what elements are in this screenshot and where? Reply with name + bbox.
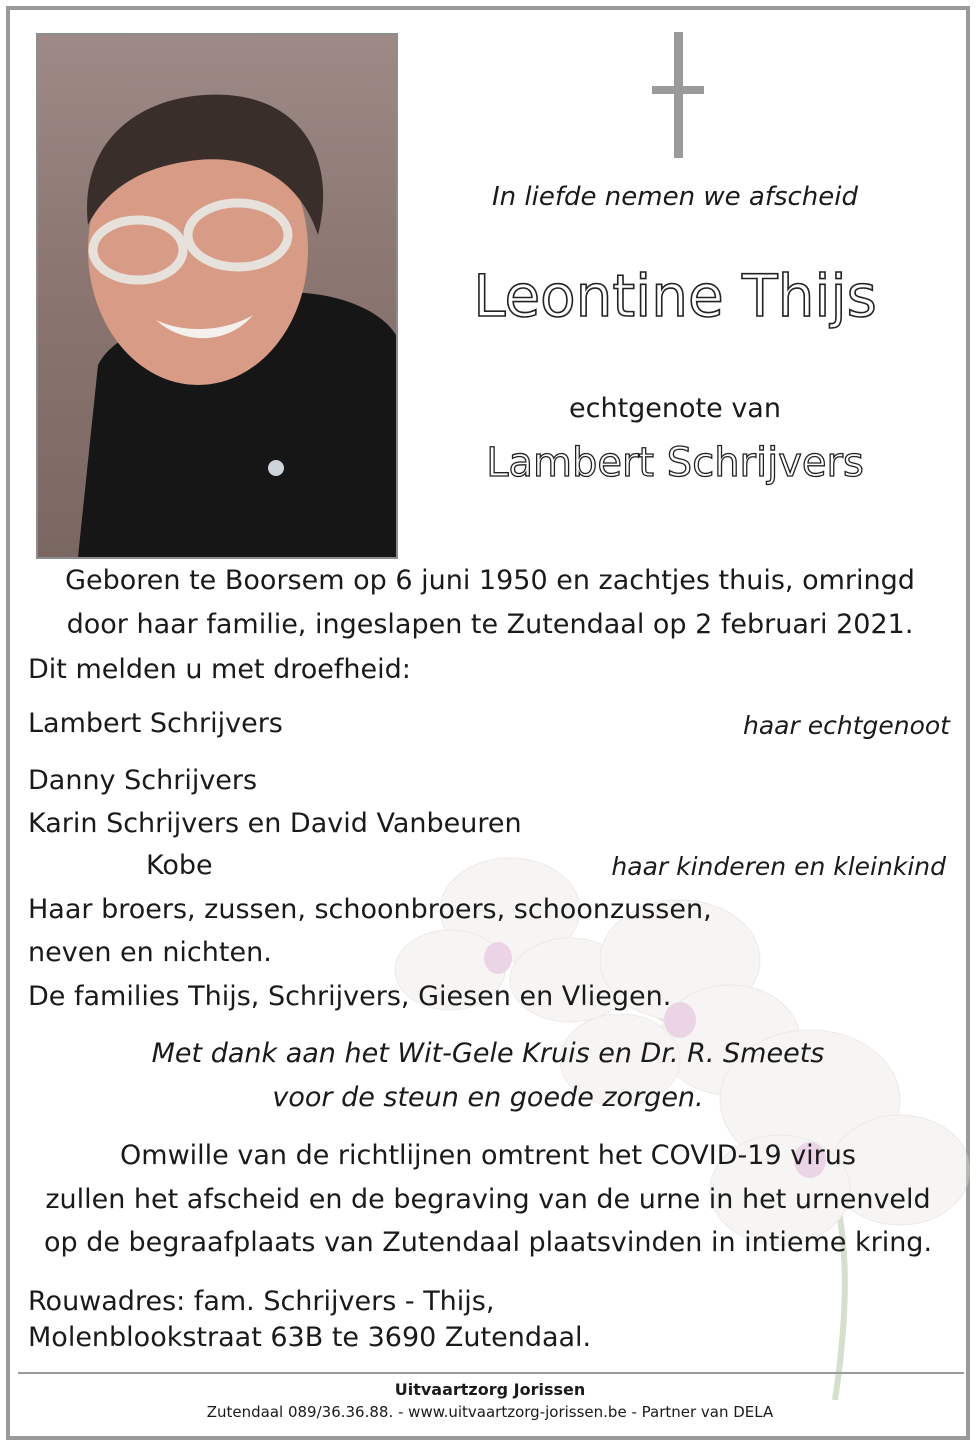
address-line-1: Rouwadres: fam. Schrijvers - Thijs, <box>28 1286 495 1317</box>
covid-line-3: op de begraafplaats van Zutendaal plaatsvinden in intieme kring. <box>43 1227 933 1258</box>
announce-text: Dit melden u met droefheid: <box>28 654 411 685</box>
footer-details: Zutendaal 089/36.36.88. - www.uitvaartzorg-jorissen.be - Partner van DELA <box>206 1403 774 1421</box>
children-role: haar kinderen en kleinkind <box>611 852 946 881</box>
address-line-2: Molenblookstraat 63B te 3690 Zutendaal. <box>28 1322 592 1353</box>
covid-line-1: Omwille van de richtlijnen omtrent het COVID-19 virus <box>120 1140 856 1171</box>
child-2: Karin Schrijvers en David Vanbeuren <box>28 808 522 839</box>
birth-line-2: door haar familie, ingeslapen te Zutendaal op 2 februari 2021. <box>66 609 914 640</box>
grandchild: Kobe <box>146 850 213 881</box>
deceased-name: Leontine Thijs <box>473 262 877 330</box>
spouse-name: Lambert Schrijvers <box>486 440 864 486</box>
footer-company: Uitvaartzorg Jorissen <box>394 1380 586 1399</box>
birth-line-1: Geboren te Boorsem op 6 juni 1950 en zachtjes thuis, omringd <box>65 565 915 596</box>
families-line: De families Thijs, Schrijvers, Giesen en Vliegen. <box>28 981 672 1012</box>
spouse-label: echtgenote van <box>569 393 781 424</box>
husband-role: haar echtgenoot <box>743 711 950 740</box>
others-line-2: neven en nichten. <box>28 937 272 968</box>
covid-line-2: zullen het afscheid en de begraving van de urne in het urnenveld <box>45 1184 931 1215</box>
cross-icon <box>652 32 704 158</box>
portrait-photo <box>36 33 398 559</box>
thanks-line-1: Met dank aan het Wit-Gele Kruis en Dr. R. Smeets <box>151 1038 825 1069</box>
others-line-1: Haar broers, zussen, schoonbroers, schoonzussen, <box>28 894 712 925</box>
child-1: Danny Schrijvers <box>28 765 258 796</box>
intro-text: In liefde nemen we afscheid <box>492 182 858 212</box>
footer-divider <box>18 1372 964 1374</box>
thanks-line-2: voor de steun en goede zorgen. <box>272 1082 704 1113</box>
husband-name: Lambert Schrijvers <box>28 708 283 739</box>
